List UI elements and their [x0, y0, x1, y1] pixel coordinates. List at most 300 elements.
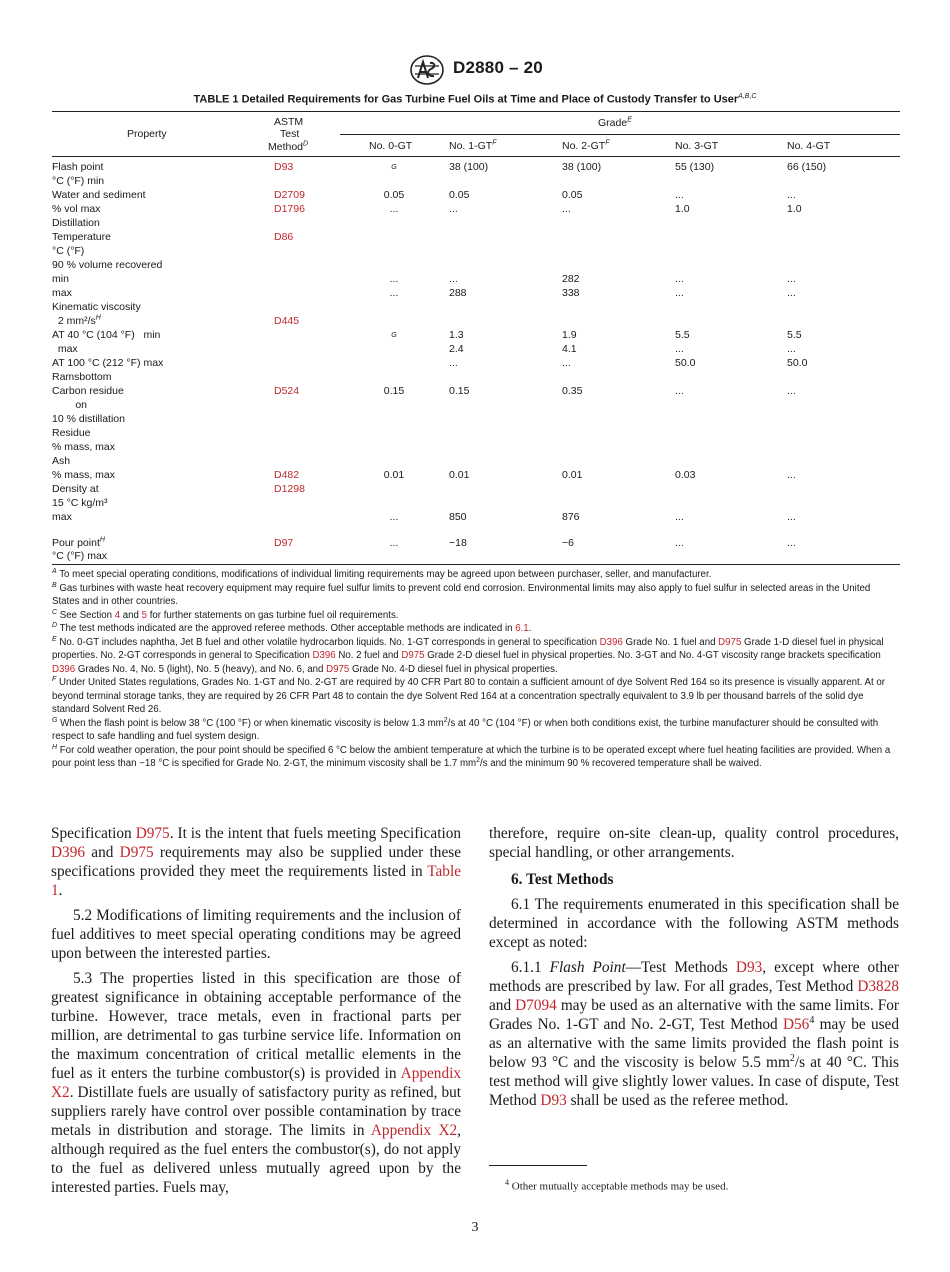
cell-text: 55 (130) — [675, 161, 715, 173]
cell-text: D93 — [274, 161, 294, 173]
section-6-heading: 6. Test Methods — [511, 871, 614, 888]
cell-text: D1796 — [274, 203, 305, 215]
cell-text: Density at — [52, 483, 99, 495]
cell-text: Distillation — [52, 217, 100, 229]
cell-text: max — [52, 343, 78, 355]
header-grade-4: No. 4-GT — [787, 140, 831, 152]
header-property: Property — [127, 128, 167, 140]
cell-text: 0.01 — [449, 469, 470, 481]
cell-text: Ash — [52, 455, 71, 467]
footnote-text: . — [528, 623, 532, 634]
cell-g2 — [562, 385, 582, 398]
header-bottom-rule — [52, 156, 900, 157]
header-method-3 — [268, 141, 308, 154]
cell-text: °C (°F) max — [52, 550, 108, 562]
cell-text: ... — [675, 385, 684, 397]
cell-text: % vol max — [52, 203, 101, 215]
footnote-mark: G — [52, 716, 58, 724]
cell-g0 — [380, 161, 408, 174]
cell-text: D445 — [274, 315, 300, 327]
cell-g4 — [787, 189, 796, 202]
cell-property — [52, 231, 111, 244]
cell-text: 66 (150) — [787, 161, 827, 173]
superscript: 2 — [443, 716, 448, 724]
cell-g3 — [675, 203, 690, 216]
footnote-f — [52, 676, 900, 717]
cell-property — [52, 273, 69, 286]
cell-text: 850 — [449, 511, 467, 523]
footnote-text: Other mutually acceptable methods may be used. — [509, 1180, 729, 1193]
cell-g0 — [380, 273, 408, 286]
cell-g4 — [787, 273, 796, 286]
cell-property — [52, 497, 108, 510]
cell-sup: H — [95, 314, 101, 322]
cell-property — [52, 371, 112, 384]
footnote-text: No. 0-GT includes naphtha, Jet B fuel and other volatile hydrocarbon liquids. No. 1-GT corresponds in general to specification — [59, 636, 600, 648]
appendix-x2-link[interactable]: Appendix X2 — [370, 1122, 458, 1139]
body-text: 6.1.1 — [511, 959, 550, 976]
cell-g4 — [787, 343, 796, 356]
cell-text: 15 °C kg/m³ — [52, 497, 108, 509]
table-title-sup: A,B,C — [738, 93, 757, 100]
d975-link[interactable]: D975 — [718, 636, 742, 648]
cell-text: ... — [675, 189, 684, 201]
cell-text: 1.9 — [562, 329, 577, 341]
section-6-1-link[interactable]: 6.1 — [515, 623, 529, 634]
cell-text: 0.05 — [383, 189, 405, 201]
cell-text: % mass, max — [52, 441, 116, 453]
cell-g1 — [449, 469, 469, 482]
section-4-link[interactable]: 4 — [114, 609, 121, 621]
cell-g1 — [449, 203, 458, 216]
d396-link[interactable]: D396 — [312, 650, 336, 661]
cell-text: on — [52, 399, 88, 411]
cell-text: AT 100 °C (212 °F) max — [52, 357, 164, 369]
paragraph-5-3-cont: therefore, require on-site clean-up, quality control procedures, special handling, or other arrangements. — [489, 825, 899, 861]
d975-link[interactable]: D975 — [401, 650, 425, 661]
footnote-text: Grade 2-D diesel fuel in physical properties. No. 3-GT and No. 4-GT viscosity range brackets specification — [424, 650, 881, 661]
cell-text: ... — [787, 189, 796, 201]
cell-g2 — [562, 357, 571, 370]
table-footnotes — [52, 568, 900, 771]
header-grade-text: Grade — [598, 117, 628, 129]
cell-text: 5.5 — [787, 329, 802, 341]
footnote-d — [52, 622, 900, 636]
cell-g1 — [449, 357, 458, 370]
cell-g2 — [562, 161, 601, 174]
d93-link[interactable]: D93 — [735, 959, 763, 976]
cell-text: 2.4 — [449, 343, 464, 355]
cell-text: −6 — [562, 537, 574, 549]
cell-text: ... — [449, 357, 458, 369]
cell-text: G — [391, 332, 397, 339]
footnote-text: /s at 40 °C (104 °F) or when both conditions exist, the turbine manufacturer should be consulted with respect to safe handling and fuel system design. — [52, 717, 879, 742]
cell-text: °C (°F) min — [52, 175, 105, 187]
cell-text: ... — [562, 203, 571, 215]
d7094-link[interactable]: D7094 — [515, 997, 557, 1014]
cell-text: −18 — [449, 537, 467, 549]
footnote-text: Under United States regulations, Grades No. 1-GT and No. 2-GT are required by 40 CFR Part 80 to contain a sufficient amount of dye Solvent Red 164 so its presence is visually apparent. At or beyond terminal storage tanks, they are required by 26 CFR Part 48 to contain the dye Solvent Red 164 at a concentration spectrally equivalent to 3.9 lb per thousand barrels of the solid dye standard Solvent Red 26. — [52, 677, 886, 715]
cell-g0 — [380, 511, 408, 524]
footnote-text: for further statements on gas turbine fuel oil requirements. — [147, 609, 399, 621]
body-text: , except where other methods are prescribed by law. For all grades, Test Method — [489, 959, 899, 995]
footnote-mark: C — [52, 608, 58, 616]
cell-text: Kinematic viscosity — [52, 301, 141, 313]
cell-g3 — [675, 329, 690, 342]
cell-property — [52, 217, 100, 230]
cell-text: % mass, max — [52, 469, 116, 481]
cell-g0 — [380, 537, 408, 550]
d3828-link[interactable]: D3828 — [857, 978, 899, 995]
header-grade-1-text: No. 1-GT — [449, 140, 493, 152]
body-text: . Distillate fuels are usually of satisfactory purity as refined, but suppliers rarely have control over possible contamination by trace metals in distribution and storage. The limits in — [51, 1084, 461, 1139]
cell-text: 0.01 — [562, 469, 583, 481]
footnote-4 — [505, 1178, 728, 1193]
header-grade-2 — [562, 140, 609, 153]
cell-property — [52, 161, 103, 174]
cell-text: ... — [389, 287, 399, 299]
footnote-text: /s and the minimum 90 % recovered temperature shall be waived. — [480, 758, 762, 769]
cell-property — [52, 441, 115, 454]
cell-text: ... — [787, 469, 796, 481]
cell-property — [52, 511, 72, 524]
grade-rule — [340, 134, 900, 135]
cell-g0 — [380, 329, 408, 342]
document-designation: D2880 – 20 — [453, 58, 543, 77]
cell-text: ... — [675, 343, 684, 355]
cell-g4 — [787, 511, 796, 524]
header-method-text: Method — [268, 141, 304, 153]
cell-method[interactable] — [274, 483, 305, 496]
cell-text: ... — [675, 511, 684, 523]
cell-property — [52, 203, 100, 216]
cell-text: ... — [787, 537, 796, 549]
cell-text: max — [52, 287, 72, 299]
cell-text: 4.1 — [562, 343, 577, 355]
cell-text: °C (°F) — [52, 245, 85, 257]
footnote-rule — [489, 1165, 587, 1166]
cell-text: Water and sediment — [52, 189, 146, 201]
cell-g4 — [787, 385, 796, 398]
left-column — [51, 824, 461, 1203]
header-grade-0: No. 0-GT — [369, 140, 413, 152]
footnote-text: When the flash point is below 38 °C (100 °F) or when kinematic viscosity is below 1.3 mm — [60, 717, 444, 729]
table-top-rule — [52, 111, 900, 112]
footnote-mark: H — [52, 743, 58, 751]
cell-text: ... — [389, 203, 399, 215]
footnote-text: Gas turbines with waste heat recovery equipment may require fuel sulfur limits to prevent cold end corrosion. Environmental limits may also apply to fuel sulfur in selected areas in the United States and in other countries. — [52, 582, 871, 607]
cell-g2 — [562, 273, 580, 286]
cell-property — [52, 399, 87, 412]
cell-property — [52, 455, 70, 468]
cell-g0 — [380, 203, 408, 216]
cell-text: 0.03 — [675, 469, 696, 481]
header-method-sup: D — [303, 140, 309, 148]
header-grade — [598, 117, 632, 130]
cell-property — [52, 175, 104, 188]
cell-text: 0.05 — [562, 189, 583, 201]
flash-point-term: Flash Point — [549, 959, 626, 976]
cell-g2 — [562, 469, 582, 482]
paragraph-5-1-cont — [51, 824, 461, 900]
footnote-text: Grade No. 1 fuel and — [622, 636, 719, 648]
cell-g3 — [675, 469, 695, 482]
cell-text: ... — [675, 537, 684, 549]
footnote-b — [52, 582, 900, 609]
cell-method[interactable] — [274, 315, 299, 328]
cell-g2 — [562, 343, 577, 356]
cell-text: ... — [562, 357, 571, 369]
cell-method[interactable] — [274, 189, 305, 202]
cell-g0 — [380, 287, 408, 300]
cell-text: Flash point — [52, 161, 104, 173]
footnote-text: For cold weather operation, the pour point should be specified 6 °C below the ambient temperature at which the turbine is to be operated except where fuel heating facilities are provided. When a pour point less than −18 °C is specified for Grade No. 2-GT, the minimum viscosity shall be 1.7 mm — [52, 744, 891, 769]
cell-text: 876 — [562, 511, 580, 523]
cell-text: D2709 — [274, 189, 305, 201]
cell-g0 — [380, 189, 408, 202]
cell-text: 282 — [562, 273, 580, 285]
cell-property — [52, 287, 72, 300]
cell-g2 — [562, 287, 580, 300]
superscript: 2 — [789, 1052, 795, 1064]
cell-property — [52, 413, 125, 426]
footnote-text: and — [120, 609, 142, 621]
body-text: may be used as an alternative with the same limits. For Grades No. 1-GT and No. 2-GT, Test Method — [489, 997, 899, 1033]
cell-text: ... — [389, 273, 399, 285]
footnote-text: The test methods indicated are the approved referee methods. Other acceptable methods are indicated in — [59, 623, 516, 634]
cell-method[interactable] — [274, 537, 293, 550]
cell-text: ... — [449, 203, 458, 215]
footnote-text: Grade No. 4-D diesel fuel in physical properties. — [349, 663, 558, 675]
cell-g3 — [675, 511, 684, 524]
cell-text: D97 — [274, 537, 294, 549]
cell-g1 — [449, 287, 467, 300]
cell-text: 0.05 — [449, 189, 470, 201]
right-column — [489, 824, 899, 1116]
cell-text: max — [52, 511, 72, 523]
cell-g3 — [675, 161, 714, 174]
cell-g1 — [449, 161, 488, 174]
cell-text: ... — [787, 273, 796, 285]
body-text: . It is the intent that fuels meeting Specification — [169, 825, 462, 842]
cell-g3 — [675, 357, 695, 370]
cell-g3 — [675, 537, 684, 550]
cell-text: 50.0 — [675, 357, 696, 369]
cell-text: 0.15 — [449, 385, 470, 397]
cell-text: ... — [389, 511, 399, 523]
cell-text: Ramsbottom — [52, 371, 112, 383]
cell-text: D86 — [274, 231, 294, 243]
cell-property — [52, 245, 84, 258]
cell-property — [52, 329, 160, 342]
cell-text: 1.0 — [787, 203, 802, 215]
body-text: may be used as an alternative with the same limits provided the flash point is below 93 °C and the viscosity is below 5.5 mm — [489, 1016, 899, 1071]
cell-text: Residue — [52, 427, 91, 439]
cell-text: 0.01 — [383, 469, 405, 481]
cell-g2 — [562, 511, 580, 524]
header-grade-2-text: No. 2-GT — [562, 140, 606, 152]
body-text: . — [58, 882, 63, 899]
cell-g3 — [675, 189, 684, 202]
body-text: , although required as the fuel enters the combustor(s), do not apply to the fuel as delivered unless mutually agreed upon by the interested parties. Fuels may, — [51, 1122, 461, 1196]
header-method-2: Test — [280, 128, 300, 140]
cell-text: 338 — [562, 287, 580, 299]
astm-logo-icon — [409, 54, 445, 86]
body-text: —Test Methods — [625, 959, 736, 976]
d93-link[interactable]: D93 — [540, 1092, 567, 1109]
footnote-mark: F — [52, 675, 57, 683]
cell-g1 — [449, 273, 458, 286]
cell-text: D524 — [274, 385, 300, 397]
cell-property — [52, 537, 105, 550]
cell-property — [52, 427, 91, 440]
paragraph-6-1-1 — [489, 958, 899, 1110]
footnote-text: See Section — [59, 609, 115, 621]
footnote-text: Grade 1-D diesel fuel in physical properties. No. 2-GT corresponds in general to Specification — [52, 636, 884, 661]
cell-g4 — [787, 203, 802, 216]
footnote-h — [52, 744, 900, 771]
cell-method[interactable] — [274, 203, 305, 216]
cell-text: 38 (100) — [562, 161, 602, 173]
cell-text: ... — [449, 273, 458, 285]
footnote-mark: D — [52, 621, 58, 629]
cell-g1 — [449, 343, 464, 356]
cell-g4 — [787, 469, 796, 482]
cell-text: 1.0 — [675, 203, 690, 215]
cell-g2 — [562, 203, 571, 216]
cell-text: ... — [389, 537, 399, 549]
footnote-ref[interactable]: 4 — [809, 1014, 815, 1026]
cell-text: 10 % distillation — [52, 413, 125, 425]
body-text: shall be used as the referee method. — [566, 1092, 789, 1109]
cell-g0 — [380, 385, 408, 398]
cell-text: ... — [787, 385, 796, 397]
footnote-text: To meet special operating conditions, modifications of individual limiting requirements may be agreed upon between purchaser, seller, and manufacturer. — [59, 569, 712, 580]
body-text: and — [85, 844, 120, 861]
body-text: requirements may also be supplied under these specifications provided they meet the requirements listed in — [51, 844, 461, 880]
header-method-1: ASTM — [274, 116, 304, 128]
cell-text: ... — [675, 273, 684, 285]
cell-property — [52, 259, 162, 272]
cell-text: G — [391, 164, 397, 171]
cell-g4 — [787, 537, 796, 550]
cell-g2 — [562, 329, 577, 342]
cell-text: ... — [787, 343, 796, 355]
cell-text: ... — [675, 287, 684, 299]
cell-text: ... — [787, 287, 796, 299]
cell-text: 0.15 — [383, 385, 405, 397]
cell-property — [52, 189, 146, 202]
cell-g0 — [380, 469, 408, 482]
cell-g4 — [787, 287, 796, 300]
cell-g2 — [562, 537, 574, 550]
d975-link[interactable]: D975 — [135, 825, 170, 842]
header-grade-1 — [449, 140, 496, 153]
cell-sup: H — [99, 536, 105, 544]
cell-property — [52, 343, 78, 356]
footnote-mark: E — [52, 635, 57, 643]
cell-text: 0.35 — [562, 385, 583, 397]
paragraph-6-1: 6.1 The requirements enumerated in this specification shall be determined in accordance with the following ASTM methods except as noted: — [489, 896, 899, 951]
footnote-g — [52, 717, 900, 744]
cell-text: Temperature — [52, 231, 111, 243]
cell-g2 — [562, 189, 582, 202]
cell-text: Carbon residue — [52, 385, 124, 397]
d396-link[interactable]: D396 — [52, 663, 76, 675]
header-grade-1-sup: F — [492, 139, 497, 147]
cell-method[interactable] — [274, 385, 299, 398]
cell-g3 — [675, 273, 684, 286]
body-text: and — [489, 997, 516, 1014]
d396-link[interactable]: D396 — [51, 844, 85, 861]
cell-g1 — [449, 385, 469, 398]
cell-property — [52, 469, 115, 482]
table-title — [0, 93, 950, 106]
cell-text: 90 % volume recovered — [52, 259, 163, 271]
paragraph-5-2: 5.2 Modifications of limiting requirements and the inclusion of fuel additives to meet special operating conditions may be agreed upon between the interested parties. — [51, 907, 461, 962]
cell-g1 — [449, 329, 464, 342]
superscript: 2 — [476, 756, 481, 764]
body-text: /s at 40 °C. This test method will give slightly lower values. In case of dispute, Test Method — [489, 1054, 899, 1109]
cell-g4 — [787, 357, 807, 370]
footnote-c — [52, 609, 900, 623]
cell-text: ... — [787, 511, 796, 523]
page-number: 3 — [471, 1220, 479, 1235]
cell-g3 — [675, 287, 684, 300]
footnote-mark: 4 — [505, 1178, 509, 1187]
cell-g1 — [449, 189, 469, 202]
cell-method[interactable] — [274, 469, 299, 482]
appendix-x2-link[interactable]: Appendix X2 — [51, 1065, 461, 1101]
d56-link[interactable]: D56 — [782, 1016, 810, 1033]
cell-property — [52, 301, 141, 314]
table-title-text: TABLE 1 Detailed Requirements for Gas Turbine Fuel Oils at Time and Place of Custody Transfer to User — [193, 93, 739, 106]
cell-text: 288 — [449, 287, 467, 299]
cell-text: 50.0 — [787, 357, 808, 369]
cell-property — [52, 385, 124, 398]
footnote-mark: A — [52, 567, 57, 575]
cell-method[interactable] — [274, 231, 293, 244]
body-text: Specification — [51, 825, 136, 842]
cell-text: 5.5 — [675, 329, 690, 341]
footnote-mark: B — [52, 581, 57, 589]
cell-text: 1.3 — [449, 329, 464, 341]
d975-link[interactable]: D975 — [119, 844, 154, 861]
cell-property — [52, 483, 99, 496]
cell-g4 — [787, 329, 802, 342]
footnote-e — [52, 636, 900, 677]
cell-method[interactable] — [274, 161, 293, 174]
body-text: 5.3 The properties listed in this specification are those of greatest significance in obtaining acceptable performance of the turbine. However, trace metals, even in fractional parts per million, are detrimental to gas turbine service life. Information on the maximum concentration of critical metallic elements in the fuel as it enters the turbine combustor(s) is provided in — [51, 970, 461, 1082]
d396-link[interactable]: D396 — [599, 636, 623, 648]
cell-g1 — [449, 537, 467, 550]
cell-property — [52, 315, 101, 328]
header-grade-2-sup: F — [605, 139, 610, 147]
d975-link[interactable]: D975 — [326, 663, 350, 675]
cell-text: 2 mm²/s — [52, 315, 96, 327]
table-1-link[interactable]: Table 1 — [51, 863, 461, 899]
cell-text: 38 (100) — [449, 161, 489, 173]
paragraph-5-3 — [51, 969, 461, 1197]
header-grade-sup: E — [627, 116, 632, 124]
cell-g3 — [675, 385, 684, 398]
header-grade-3: No. 3-GT — [675, 140, 719, 152]
cell-g1 — [449, 511, 467, 524]
cell-text: AT 40 °C (104 °F) min — [52, 329, 161, 341]
section-5-link[interactable]: 5 — [141, 609, 148, 621]
cell-property — [52, 550, 107, 563]
table-bottom-rule — [52, 564, 900, 565]
